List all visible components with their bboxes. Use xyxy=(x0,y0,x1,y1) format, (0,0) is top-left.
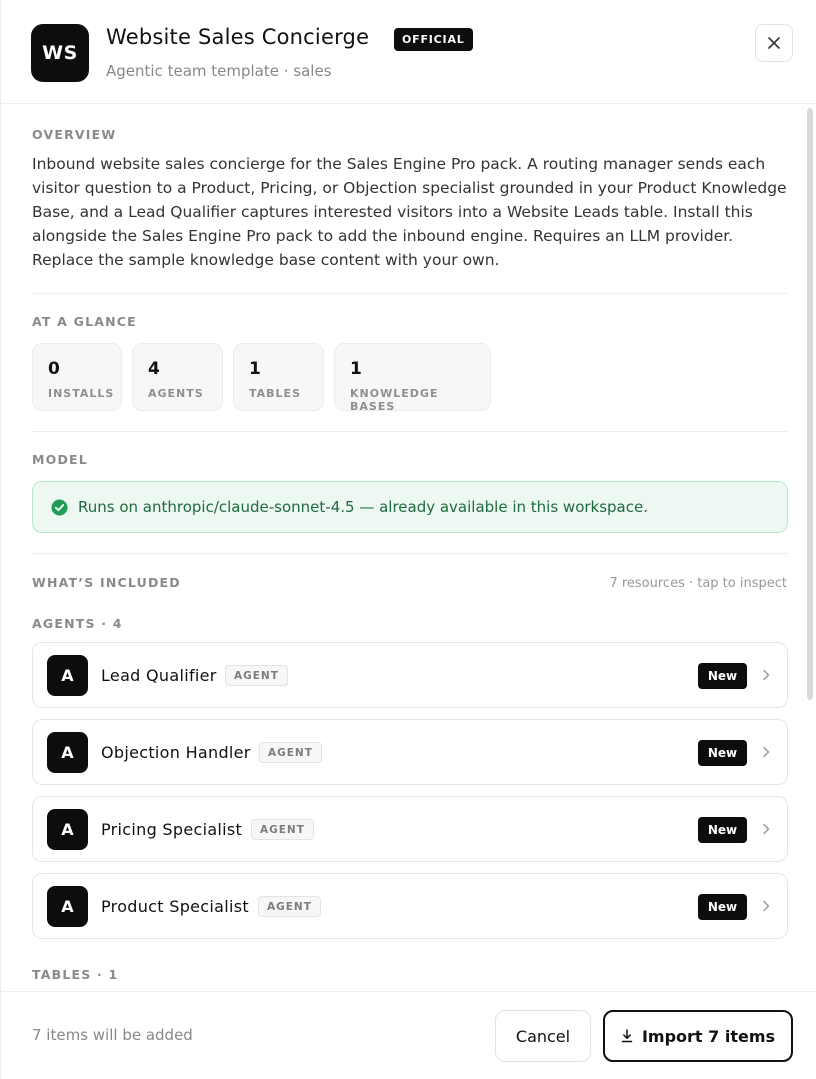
chevron-right-icon xyxy=(757,897,775,915)
overview-heading: OVERVIEW xyxy=(32,127,117,142)
new-badge: New xyxy=(698,894,747,920)
new-badge: New xyxy=(698,663,747,689)
official-badge: OFFICIAL xyxy=(394,28,473,51)
model-status-banner xyxy=(32,481,788,533)
close-icon xyxy=(767,36,781,50)
template-logo: WS xyxy=(31,24,89,82)
agent-avatar: A xyxy=(47,886,88,927)
agent-name: Objection Handler xyxy=(101,743,251,762)
agent-type-tag: AGENT xyxy=(225,665,288,686)
stat-tables xyxy=(233,343,324,411)
chevron-right-icon xyxy=(757,666,775,684)
stat-agents xyxy=(132,343,223,411)
new-badge: New xyxy=(698,817,747,843)
stat-label: AGENTS xyxy=(148,387,204,400)
overview-description: Inbound website sales concierge for the Sales Engine Pro pack. A routing manager sends each visitor question to a Product, Pricing, or Objection specialist grounded in your Product Knowledge Base, and a Lead Qualifier captures interested visitors into a Website Leads table. Install this alongside the Sales Engine Pro pack to add the inbound engine. Requires an LLM provider. Replace the sample knowledge base content with your own. xyxy=(32,155,787,269)
agents-group-heading: AGENTS · 4 xyxy=(32,616,123,631)
close-button[interactable] xyxy=(755,24,793,62)
modal-footer xyxy=(1,991,816,1079)
model-status-text: Runs on anthropic/claude-sonnet-4.5 — already available in this workspace. xyxy=(78,498,648,516)
divider xyxy=(32,553,788,554)
import-button[interactable] xyxy=(603,1010,793,1062)
import-button-label: Import 7 items xyxy=(641,1026,776,1046)
cancel-button[interactable]: Cancel xyxy=(495,1010,591,1062)
stat-label: TABLES xyxy=(249,387,301,400)
stat-knowledge-bases xyxy=(334,343,491,411)
stat-value: 1 xyxy=(350,359,362,379)
whats-included-heading: WHAT’S INCLUDED xyxy=(32,575,181,590)
template-subtitle: Agentic team template · sales xyxy=(106,62,332,80)
stat-label: KNOWLEDGE BASES xyxy=(350,387,439,413)
stat-installs xyxy=(32,343,122,411)
stat-label: INSTALLS xyxy=(48,387,115,400)
chevron-right-icon xyxy=(757,820,775,838)
resources-hint: 7 resources · tap to inspect xyxy=(609,576,787,591)
agent-avatar: A xyxy=(47,732,88,773)
agent-type-tag: AGENT xyxy=(258,896,321,917)
download-icon xyxy=(621,1029,633,1043)
agent-row-objection-handler[interactable] xyxy=(32,719,788,785)
stat-value: 1 xyxy=(249,359,261,379)
agent-type-tag: AGENT xyxy=(251,819,314,840)
agent-name: Lead Qualifier xyxy=(101,666,217,685)
items-added-note: 7 items will be added xyxy=(32,1026,193,1044)
agent-row-product-specialist[interactable] xyxy=(32,873,788,939)
scrollbar-thumb[interactable] xyxy=(807,108,813,700)
agent-type-tag: AGENT xyxy=(259,742,322,763)
new-badge: New xyxy=(698,740,747,766)
at-a-glance-heading: AT A GLANCE xyxy=(32,314,137,329)
agent-row-lead-qualifier[interactable] xyxy=(32,642,788,708)
stat-value: 0 xyxy=(48,359,60,379)
stat-value: 4 xyxy=(148,359,160,379)
agent-avatar: A xyxy=(47,655,88,696)
check-circle-icon xyxy=(51,499,68,516)
model-heading: MODEL xyxy=(32,452,88,467)
chevron-right-icon xyxy=(757,743,775,761)
agent-row-pricing-specialist[interactable] xyxy=(32,796,788,862)
divider xyxy=(32,431,788,432)
agent-name: Product Specialist xyxy=(101,897,249,916)
tables-group-heading: TABLES · 1 xyxy=(32,967,119,982)
divider xyxy=(32,293,788,294)
modal-header xyxy=(1,0,816,104)
agent-avatar: A xyxy=(47,809,88,850)
template-title: Website Sales Concierge xyxy=(106,25,370,49)
agent-name: Pricing Specialist xyxy=(101,820,243,839)
